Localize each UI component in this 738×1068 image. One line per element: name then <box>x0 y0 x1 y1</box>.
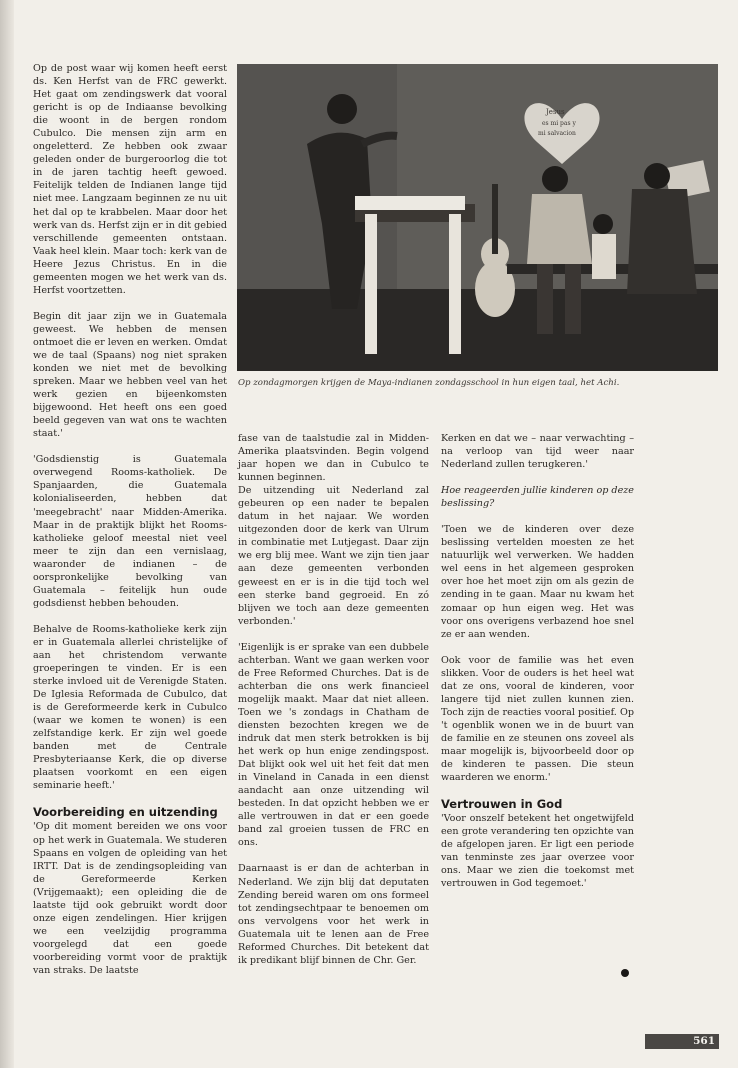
paragraph: 'Op dit moment bereiden we ons voor op het werk in Guatemala. We studeren Spaans en volgen de opleiding van het IRTT. Dat is de zendingsopleiding van de Gereformeerde Kerken (Vrijgemaakt); een opleiding die de laatste tijd ook gebruikt wordt door onze eigen zendelingen. Hier krijgen we een veelzijdig programma voorgelegd dat een goede voorbereiding vormt voor de praktijk van straks. De laatste <box>33 821 227 976</box>
paragraph: De uitzending uit Nederland zal gebeuren op een nader te bepalen datum in het najaar. We worden uitgezonden door de kerk van Ulrum in combinatie met Lutjegast. Daar zijn we erg blij mee. Want we zijn tien jaar aan deze gemeenten verbonden geweest en er is in die tijd toch wel een sterke band gegroeid. En zó blijven we toch aan deze gemeenten verbonden.' <box>238 485 429 627</box>
poster-line: mi salvacion <box>538 130 576 137</box>
paragraph: Daarnaast is er dan de achterban in Nederland. We zijn blij dat deputaten Zending bereid waren om ons formeel tot zendingsechtpaar te benoemen om ons vervolgens voor het werk in Guatemala uit te lenen aan de Free Reformed Churches. Dit betekent dat ik predikant blijf binnen de Chr. Ger. <box>238 863 429 966</box>
article-column-3 <box>441 432 634 890</box>
poster-line: Jesus <box>546 108 565 116</box>
interview-question: Hoe reageerden jullie kinderen op deze beslissing? <box>441 485 634 510</box>
page-number: 561 <box>693 1035 715 1047</box>
paragraph: Ook voor de familie was het even slikken. Voor de ouders is het heel wat dat ze ons, vooral de kinderen, voor langere tijd niet zullen kunnen zien. Toch zijn de reacties vooral positief. Op 't ogenblik wonen we in de buurt van de familie en ze steunen ons zoveel als maar mogelijk is, bijvoorbeeld door op de kinderen te passen. Die steun waarderen we enorm.' <box>441 654 634 784</box>
article-column-2 <box>238 432 429 967</box>
paragraph: Begin dit jaar zijn we in Guatemala geweest. We hebben de mensen ontmoet die er leven en werken. Omdat we de taal (Spaans) nog niet spraken konden we niet met de bevolking spreken. Maar we hebben veel van het werk gezien en bijeenkomsten bijgewoond. Het heeft ons een goed beeld gegeven van wat ons te wachten staat.' <box>33 310 227 440</box>
poster-line: es mi pas y <box>542 120 576 127</box>
paragraph: 'Eigenlijk is er sprake van een dubbele achterban. Want we gaan werken voor de Free Reformed Churches. Dat is de achterban die ons werk financieel mogelijk maakt. Maar dat niet alleen. Toen we 's zondags in Chatham de diensten bezochten kregen we de indruk dat men sterk betrokken is bij het werk op hun enige zendingspost. Dat blijkt ook wel uit het feit dat men in Vineland in Canada in een dienst aandacht aan onze uitzending wil besteden. In dat opzicht hebben we er alle vertrouwen in dat er een goede band zal groeien tussen de FRC en ons. <box>238 641 429 849</box>
paragraph: Op de post waar wij komen heeft eerst ds. Ken Herfst van de FRC gewerkt. Het gaat om zendingswerk dat vooral gericht is op de Indiaanse bevolking die woont in de bergen rondom Cubulco. Die mensen zijn arm en ongeletterd. Ze hebben ook zwaar geleden onder de burgeroorlog die tot in de jaren tachtig heeft gewoed. Feitelijk telden de Indianen lange tijd niet mee. Langzaam beginnen ze nu uit het dal op te krabbelen. Maar door het werk van ds. Herfst zijn er in dit gebied verschillende gemeenten ontstaan. Vaak heel klein. Maar toch: kerk van de Heere Jezus Christus. En in die gemeenten mogen we het werk van ds. Herfst voortzetten. <box>33 63 227 296</box>
section-heading-vertrouwen: Vertrouwen in God <box>441 797 563 812</box>
paragraph: Behalve de Rooms-katholieke kerk zijn er in Guatemala allerlei christelijke of aan het christendom verwante groeperingen te vinden. Er is een sterke invloed uit de Verenigde Staten. De Iglesia Reformada de Cubulco, dat is de Gereformeerde kerk in Cubulco (waar we komen te wonen) is een zelfstandige kerk. Er zijn wel goede banden met de Centrale Presbyteriaanse Kerk, die op diverse plaatsen voorkomt en een eigen seminarie heeft.' <box>33 623 227 792</box>
paragraph: 'Toen we de kinderen over deze beslissing vertelden moesten ze het natuurlijk wel verwerken. We hadden wel eens in het algemeen gesproken over hoe het moet zijn om als gezin de zending in te gaan. Maar nu kwam het zomaar op hun eigen weg. Het was voor ons overigens verbazend hoe snel ze er aan wenden. <box>441 524 634 640</box>
article-column-1 <box>33 62 227 977</box>
photo-illustration <box>237 64 718 371</box>
page-binding-shadow <box>0 0 14 1068</box>
paragraph: Kerken en dat we – naar verwachting – na verloop van tijd weer naar Nederland zullen terugkeren.' <box>441 433 634 471</box>
paragraph: 'Voor onszelf betekent het ongetwijfeld een grote verandering ten opzichte van de afgelopen jaren. Er ligt een periode van tenminste zes jaar overzee voor ons. Maar we zien die toekomst met vertrouwen in God tegemoet.' <box>441 813 634 890</box>
paragraph: 'Godsdienstig is Guatemala overwegend Rooms-katholiek. De Spanjaarden, die Guatemala kolonialiseerden, hebben dat 'meegebracht' naar Midden-Amerika. Maar in de praktijk blijkt het Rooms-katholieke geloof meestal niet veel meer te zijn dan een vernislaag, waaronder de indianen – de oorspronkelijke bevolking van Guatemala – feitelijk hun oude godsdienst hebben behouden. <box>33 454 227 609</box>
section-heading-voorbereiding: Voorbereiding en uitzending <box>33 805 218 820</box>
paragraph: fase van de taalstudie zal in Midden-Amerika plaatsvinden. Begin volgend jaar hopen we dan in Cubulco te kunnen beginnen. <box>238 433 429 484</box>
photo-caption: Op zondagmorgen krijgen de Maya-indianen zondagsschool in hun eigen taal, het Achi. <box>238 378 620 388</box>
article-photo <box>237 64 718 371</box>
page-number-bar <box>645 1034 719 1049</box>
end-of-article-bullet <box>621 969 629 977</box>
